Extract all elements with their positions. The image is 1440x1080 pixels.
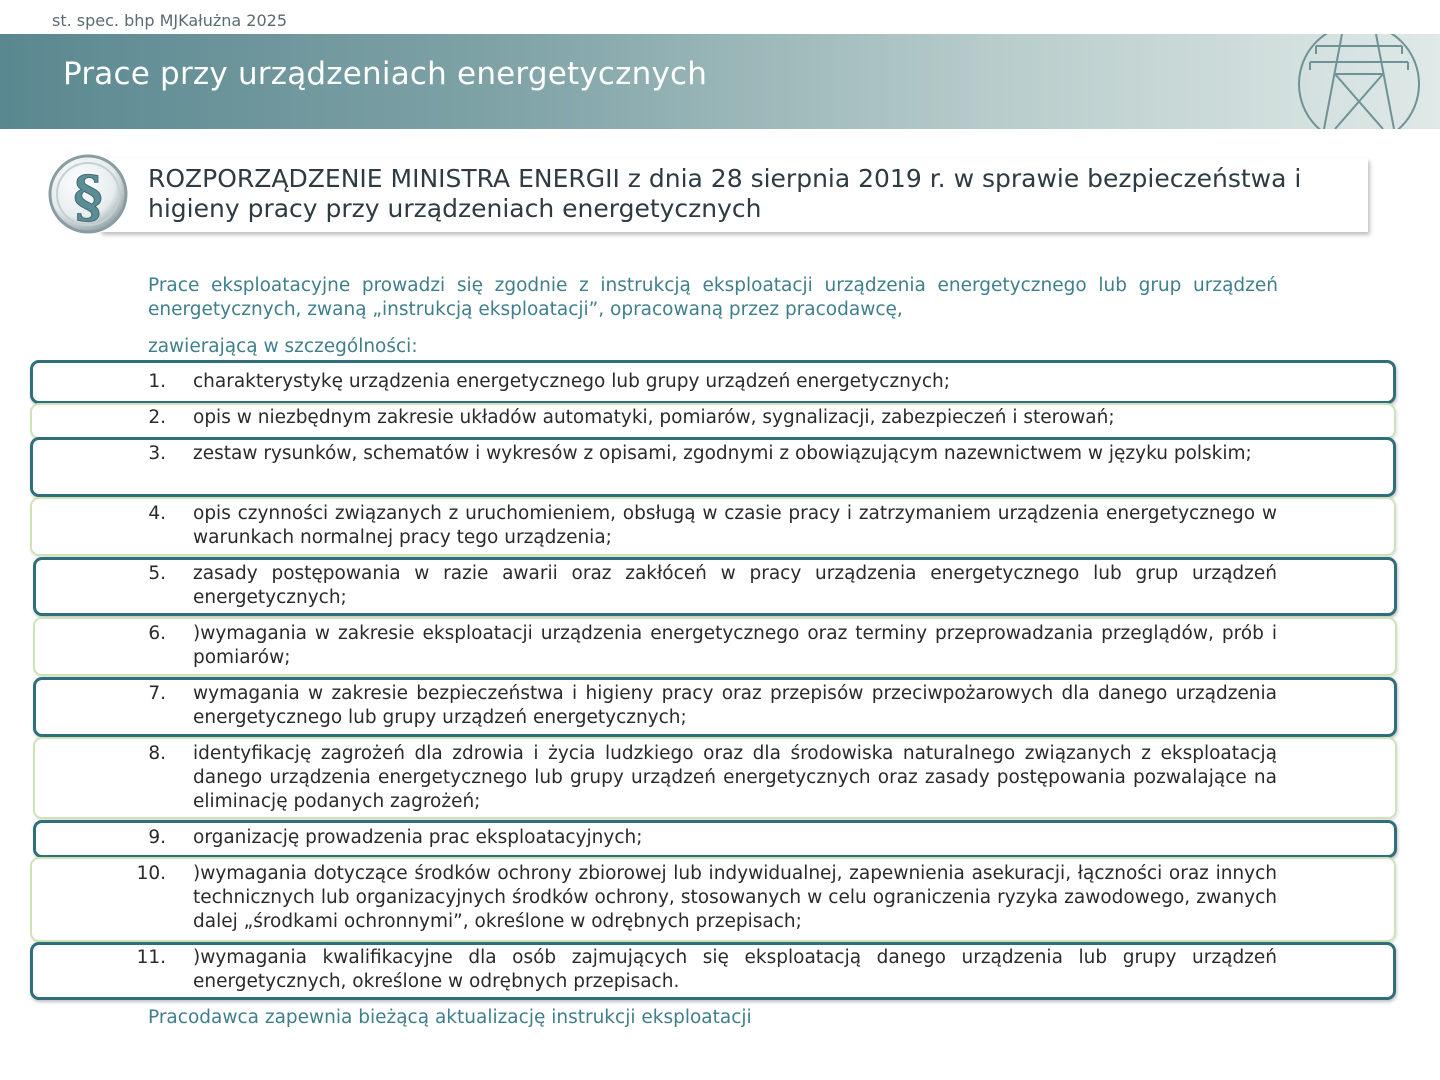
svg-text:§: § (73, 164, 103, 230)
intro-paragraph: Prace eksploatacyjne prowadzi się zgodnie z instrukcją eksploatacji urządzenia energetycznego lub grup urządzeń energetycznych, zwaną „instrukcją eksploatacji”, opracowaną przez pracodawcę, (148, 275, 1278, 320)
list-item-text: wymagania w zakresie bezpieczeństwa i higieny pracy oraz przepisów przeciwpożarowych dla danego urządzenia energetycznego lub grupy urządzeń energetycznych; (193, 683, 1277, 728)
list-item-number: 7. (148, 683, 166, 704)
list-item-number: 8. (148, 743, 166, 764)
intro-continuation: zawierającą w szczególności: (148, 336, 418, 357)
list-item-text: opis czynności związanych z uruchomieniem, obsługą w czasie pracy i zatrzymaniem urządzenia energetycznego w warunkach normalnej pracy tego urządzenia; (193, 503, 1277, 548)
list-item-number: 1. (148, 371, 166, 392)
page-title: Prace przy urządzeniach energetycznych (63, 56, 708, 92)
list-item-text: charakterystykę urządzenia energetycznego lub grupy urządzeń energetycznych; (193, 371, 950, 392)
list-item-number: 6. (148, 623, 166, 644)
author-label: st. spec. bhp MJKałużna 2025 (52, 11, 287, 30)
list-item-number: 2. (148, 407, 166, 428)
list-item-text: zasady postępowania w razie awarii oraz zakłóceń w pracy urządzenia energetycznego lub grup urządzeń energetycznych; (193, 563, 1277, 608)
list-item-number: 10. (136, 863, 166, 884)
list-item-text: )wymagania dotyczące środków ochrony zbiorowej lub indywidualnej, zapewnienia asekuracji, łączności oraz innych technicznych lub organizacyjnych środków ochrony, stosowanych w celu ograniczenia ryzyka zawodowego, zwanych dalej „środkami ochronnymi”, określone w odrębnych przepisach; (193, 863, 1277, 932)
power-pylon-icon (1294, 34, 1424, 129)
list-item-text: opis w niezbędnym zakresie układów automatyki, pomiarów, sygnalizacji, zabezpieczeń i sterowań; (193, 407, 1115, 428)
list-item-number: 9. (148, 827, 166, 848)
list-item-text: )wymagania w zakresie eksploatacji urządzenia energetycznego oraz terminy przeprowadzania przeglądów, prób i pomiarów; (193, 623, 1277, 668)
list-item-text: zestaw rysunków, schematów i wykresów z opisami, zgodnymi z obowiązującym nazewnictwem w języku polskim; (193, 443, 1252, 464)
list-item-number: 11. (136, 947, 166, 968)
regulation-box (100, 158, 1368, 232)
regulation-title: ROZPORZĄDZENIE MINISTRA ENERGII z dnia 28 sierpnia 2019 r. w sprawie bezpieczeństwa i higieny pracy przy urządzeniach energetycznych (148, 164, 1302, 223)
list-item-number: 3. (148, 443, 166, 464)
list-item-number: 5. (148, 563, 166, 584)
header-banner (0, 34, 1440, 129)
closing-note: Pracodawca zapewnia bieżącą aktualizację instrukcji eksploatacji (148, 1007, 752, 1028)
paragraph-sign-icon (46, 152, 130, 236)
list-item-text: organizację prowadzenia prac eksploatacyjnych; (193, 827, 643, 848)
list-item-number: 4. (148, 503, 166, 524)
list-item-text: )wymagania kwalifikacyjne dla osób zajmujących się eksploatacją danego urządzenia lub grupy urządzeń energetycznych, określone w odrębnych przepisach. (193, 947, 1277, 992)
list-item-text: identyfikację zagrożeń dla zdrowia i życia ludzkiego oraz dla środowiska naturalnego związanych z eksploatacją danego urządzenia energetycznego lub grupy urządzeń energetycznych oraz zasady postępowania pozwalające na eliminację podanych zagrożeń; (193, 743, 1277, 812)
